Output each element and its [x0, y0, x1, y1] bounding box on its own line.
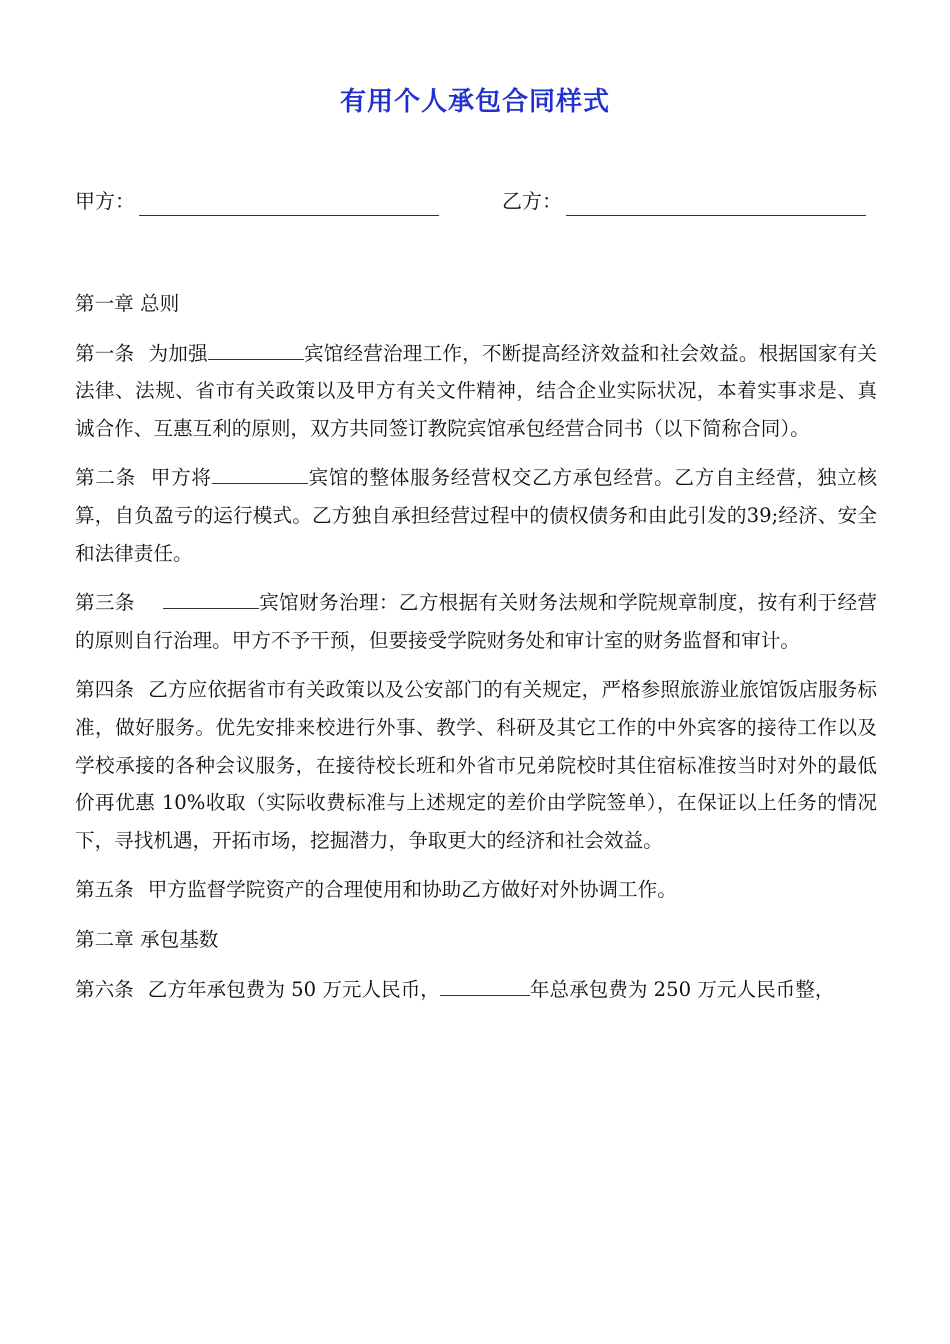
article-text-pre: 乙方年承包费为 50 万元人民币， — [147, 977, 440, 1001]
article-label: 第六条 — [75, 977, 134, 1001]
article-label: 第四条 — [75, 678, 135, 702]
fill-blank — [163, 586, 259, 609]
parties-row — [75, 186, 875, 216]
fill-blank — [212, 461, 308, 484]
party-b-field — [502, 186, 866, 216]
article-label: 第三条 — [75, 591, 135, 615]
fill-blank — [208, 337, 304, 360]
article-3 — [75, 584, 877, 659]
document-title: 有用个人承包合同样式 — [339, 87, 610, 117]
party-b-blank — [566, 193, 866, 216]
article-text: 宾馆财务治理：乙方根据有关财务法规和学院规章制度，按有利于经营的原则自行治理。甲方不予干预，但要接受学院财务处和审计室的财务监督和审计。 — [75, 591, 878, 652]
article-text: 年总承包费为 250 万元人民币整， — [529, 977, 835, 1001]
article-5 — [75, 871, 877, 909]
article-6 — [75, 971, 877, 1009]
article-text: 乙方应依据省市有关政策以及公安部门的有关规定，严格参照旅游业旅馆饭店服务标准，做好服务。优先安排来校进行外事、教学、科研及其它工作的中外宾客的接待工作以及学校承接的各种会议服务，在接待校长班和外省市兄弟院校时其住宿标准按当时对外的最低价再优惠 10%收取（实际收费标准与上述规定的差价由学院签单），在保证以上任务的情况下，寻找机遇，开拓市场，挖掘潜力，争取更大的经济和社会效益。 — [75, 678, 878, 852]
article-text-pre: 甲方将 — [150, 466, 212, 490]
party-a-blank — [139, 193, 439, 216]
chapter-heading: 第二章 承包基数 — [75, 927, 219, 951]
article-text: 宾馆经营治理工作，不断提高经济效益和社会效益。根据国家有关法律、法规、省市有关政策以及甲方有关文件精神，结合企业实际状况，本着实事求是、真诚合作、互惠互利的原则，双方共同签订教院宾馆承包经营合同书（以下简称合同）。 — [75, 341, 878, 440]
article-text: 甲方监督学院资产的合理使用和协助乙方做好对外协调工作。 — [147, 878, 677, 902]
party-a-field — [75, 186, 439, 216]
article-1 — [75, 335, 877, 448]
article-label: 第二条 — [75, 466, 136, 490]
party-b-label: 乙方： — [502, 189, 562, 213]
fill-blank — [440, 973, 530, 996]
article-label: 第一条 — [75, 341, 135, 365]
article-2 — [75, 459, 877, 572]
article-text: 宾馆的整体服务经营权交乙方承包经营。乙方自主经营，独立核算，自负盈亏的运行模式。乙方独自承担经营过程中的债权债务和由此引发的39;经济、安全和法律责任。 — [75, 466, 878, 565]
article-label: 第五条 — [75, 878, 134, 902]
document-body — [75, 285, 877, 1020]
party-a-label: 甲方： — [75, 189, 135, 213]
article-text-pre: 为加强 — [148, 341, 208, 365]
chapter-heading: 第一章 总则 — [75, 292, 180, 315]
article-4 — [75, 671, 877, 859]
